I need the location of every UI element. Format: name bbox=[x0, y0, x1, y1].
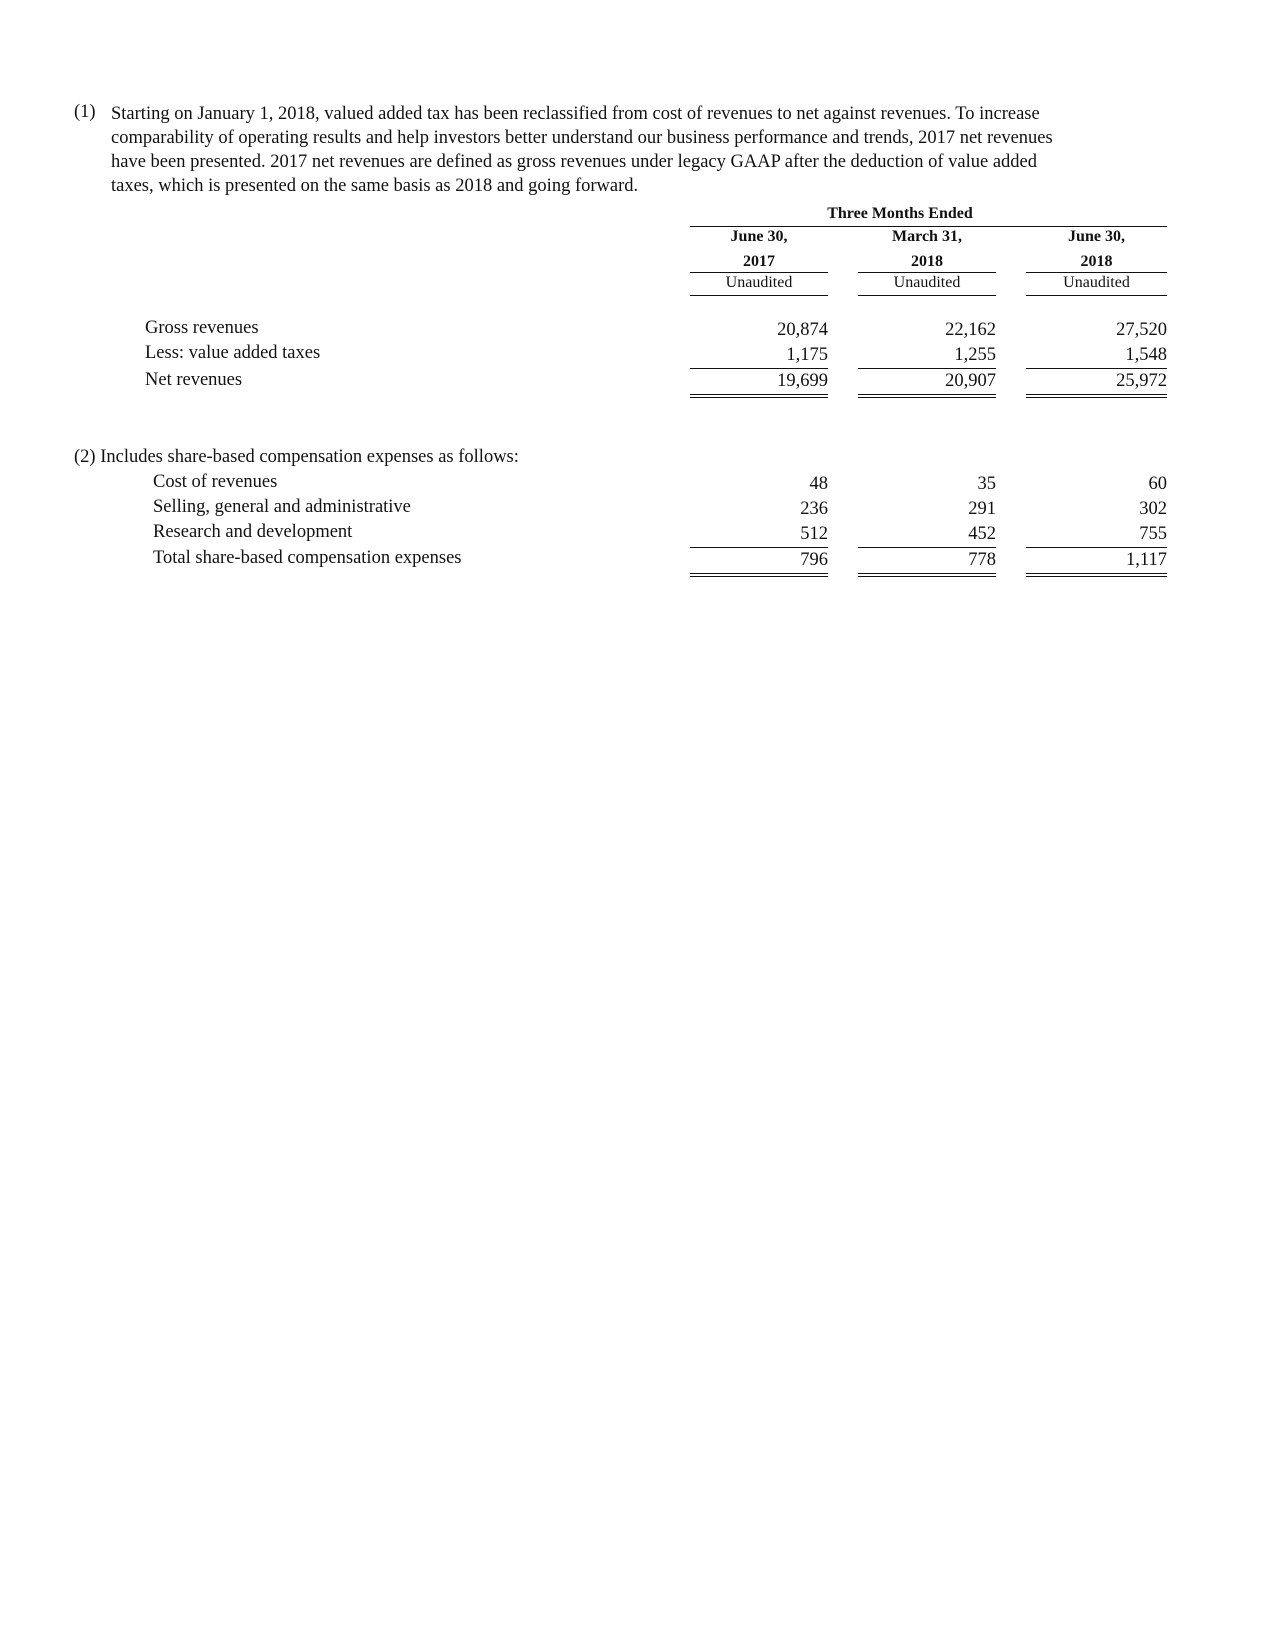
row-vat-label: Less: value added taxes bbox=[145, 343, 321, 363]
sbc-total-q2-2017: 796 bbox=[800, 550, 828, 570]
row-rnd-label: Research and development bbox=[153, 522, 353, 542]
subtotal-rule bbox=[690, 547, 828, 548]
gross-revenues-q2-2018: 27,520 bbox=[1116, 320, 1167, 340]
gross-revenues-q1-2018: 22,162 bbox=[945, 320, 996, 340]
note1-line: taxes, which is presented on the same basis as 2018 and going forward. bbox=[111, 176, 639, 196]
note1-line: comparability of operating results and help investors better understand our business performance and trends, 2017 net revenues bbox=[111, 128, 1053, 148]
sbc-sga-q2-2018: 302 bbox=[1139, 499, 1167, 519]
sbc-cost-q2-2018: 60 bbox=[1148, 474, 1167, 494]
net-revenues-q2-2018: 25,972 bbox=[1116, 371, 1167, 391]
sbc-sga-q1-2018: 291 bbox=[968, 499, 996, 519]
total-double-rule bbox=[690, 573, 828, 577]
vat-q2-2017: 1,175 bbox=[786, 345, 828, 365]
subtotal-rule bbox=[858, 547, 996, 548]
col2-status: Unaudited bbox=[893, 274, 961, 291]
subtotal-rule bbox=[1026, 368, 1167, 369]
col1-status: Unaudited bbox=[725, 274, 793, 291]
sbc-rnd-q2-2018: 755 bbox=[1139, 524, 1167, 544]
total-double-rule bbox=[858, 394, 996, 398]
three-months-ended-header: Three Months Ended bbox=[827, 205, 973, 222]
net-revenues-q2-2017: 19,699 bbox=[777, 371, 828, 391]
subtotal-rule bbox=[858, 368, 996, 369]
sbc-sga-q2-2017: 236 bbox=[800, 499, 828, 519]
header-rule bbox=[690, 226, 1167, 227]
col1-rule bbox=[690, 295, 828, 296]
total-double-rule bbox=[858, 573, 996, 577]
row-total-sbc-label: Total share-based compensation expenses bbox=[153, 548, 462, 568]
col3-rule bbox=[1026, 272, 1167, 273]
col1-date: June 30, bbox=[730, 228, 788, 245]
total-double-rule bbox=[690, 394, 828, 398]
row-cost-of-revenues-label: Cost of revenues bbox=[153, 472, 278, 492]
col2-rule bbox=[858, 272, 996, 273]
sbc-cost-q1-2018: 35 bbox=[977, 474, 996, 494]
note1-line: have been presented. 2017 net revenues are defined as gross revenues under legacy GAAP after the deduction of value added bbox=[111, 152, 1038, 172]
subtotal-rule bbox=[690, 368, 828, 369]
sbc-rnd-q2-2017: 512 bbox=[800, 524, 828, 544]
col2-year: 2018 bbox=[911, 253, 943, 270]
note1-marker: (1) bbox=[74, 102, 96, 122]
col1-rule bbox=[690, 272, 828, 273]
sbc-total-q2-2018: 1,117 bbox=[1126, 550, 1167, 570]
note1-paragraph bbox=[111, 102, 1171, 198]
col2-rule bbox=[858, 295, 996, 296]
note2-heading: (2) Includes share-based compensation expenses as follows: bbox=[74, 447, 519, 467]
row-sga-label: Selling, general and administrative bbox=[153, 497, 411, 517]
col2-date: March 31, bbox=[892, 228, 962, 245]
sbc-total-q1-2018: 778 bbox=[968, 550, 996, 570]
gross-revenues-q2-2017: 20,874 bbox=[777, 320, 828, 340]
col3-date: June 30, bbox=[1068, 228, 1125, 245]
subtotal-rule bbox=[1026, 547, 1167, 548]
total-double-rule bbox=[1026, 573, 1167, 577]
net-revenues-q1-2018: 20,907 bbox=[945, 371, 996, 391]
vat-q2-2018: 1,548 bbox=[1125, 345, 1167, 365]
col3-year: 2018 bbox=[1080, 253, 1113, 270]
col1-year: 2017 bbox=[743, 253, 775, 270]
sbc-rnd-q1-2018: 452 bbox=[968, 524, 996, 544]
total-double-rule bbox=[1026, 394, 1167, 398]
vat-q1-2018: 1,255 bbox=[954, 345, 996, 365]
sbc-cost-q2-2017: 48 bbox=[809, 474, 828, 494]
col3-status: Unaudited bbox=[1063, 274, 1130, 291]
row-net-revenues-label: Net revenues bbox=[145, 370, 243, 390]
row-gross-revenues-label: Gross revenues bbox=[145, 318, 259, 338]
note1-line: Starting on January 1, 2018, valued added tax has been reclassified from cost of revenues to net against revenues. To increase bbox=[111, 104, 1040, 124]
col3-rule bbox=[1026, 295, 1167, 296]
